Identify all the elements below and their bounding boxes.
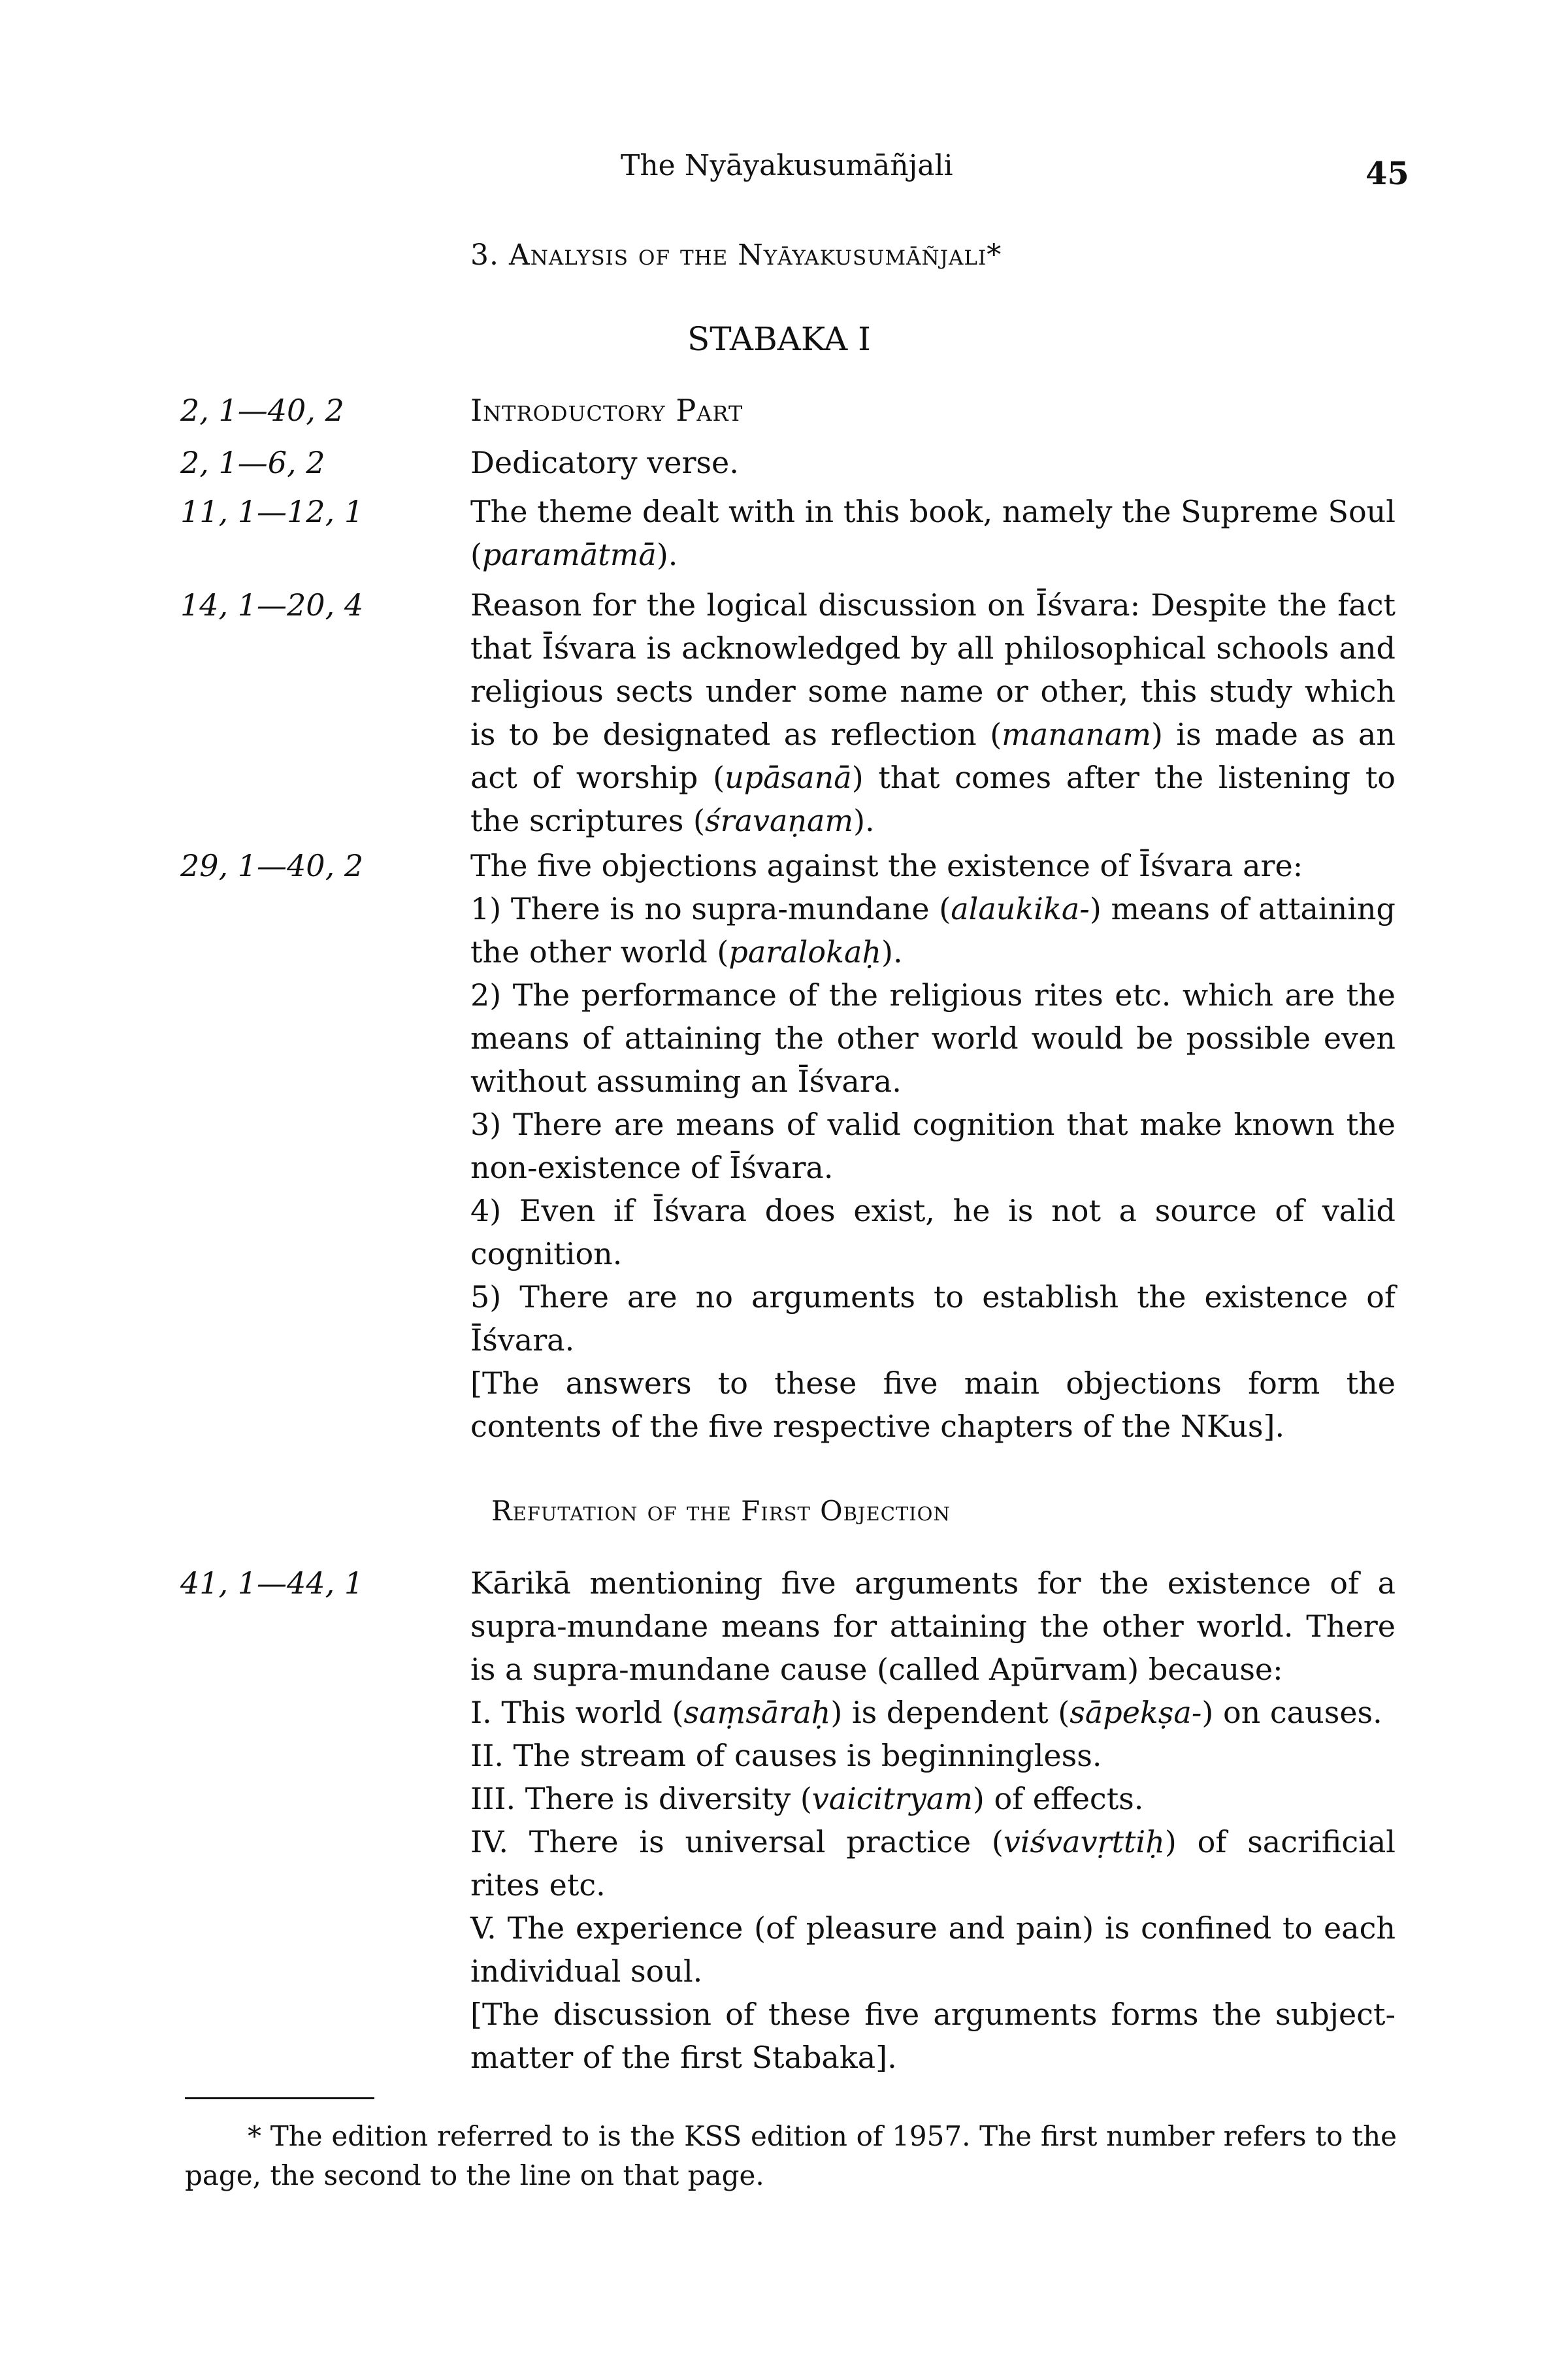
refutation-heading: Refutation of the First Objection (491, 1495, 951, 1527)
text-segment: IV. There is universal practice ( (470, 1824, 1004, 1859)
text-segment: III. There is diversity ( (470, 1781, 812, 1816)
entry-paragraph (470, 1562, 1396, 1691)
footnote-rule (185, 2097, 374, 2099)
sanskrit-term: mananam (1002, 717, 1151, 752)
entry (180, 490, 1396, 576)
entry-text (470, 844, 1396, 1448)
running-title: The Nyāyakusumāñjali (621, 149, 953, 182)
sanskrit-term: upāsanā (725, 760, 852, 795)
entry-paragraph (470, 441, 1396, 484)
entry-paragraph (470, 1275, 1396, 1362)
entry-text (470, 490, 1396, 576)
text-segment: ) of sacrificial rites etc. (470, 1824, 1396, 1903)
text-segment: The theme dealt with in this book, namely the Supreme Soul ( (470, 494, 1396, 572)
sanskrit-term: śravaṇam (704, 803, 854, 838)
entry-paragraph (470, 1820, 1396, 1906)
entry-paragraph (470, 887, 1396, 973)
text-segment: Reason for the logical discussion on Īśvara: Despite the fact that Īśvara is acknowledged by all philosophical schools and religious sects under some name or other, this study which is to be designated as reflection ( (470, 587, 1396, 752)
entry-paragraph (470, 490, 1396, 576)
text-segment: ). (656, 537, 678, 572)
entry (180, 583, 1396, 842)
sanskrit-term: vaicitryam (811, 1781, 973, 1816)
sanskrit-term: saṃsāraḥ (683, 1695, 831, 1730)
entry-text (470, 389, 1396, 432)
text-segment: II. The stream of causes is beginningless. (470, 1738, 1102, 1773)
entry-paragraph (470, 844, 1396, 887)
page-line-reference: 2, 1—40, 2 (180, 393, 344, 428)
entry-paragraph (470, 583, 1396, 842)
sanskrit-term: paramātmā (482, 537, 657, 572)
text-segment: 1) There is no supra-mundane ( (470, 891, 951, 926)
text-segment: The five objections against the existence of Īśvara are: (470, 848, 1303, 883)
entry (180, 1562, 1396, 2079)
text-segment: Kārikā mentioning five arguments for the existence of a supra-mundane means for attaining the other world. There is a supra-mundane cause (called Apūrvam) because: (470, 1565, 1396, 1687)
entry-paragraph (470, 973, 1396, 1103)
text-segment: ) is made as an act of worship ( (470, 717, 1396, 795)
entry-paragraph (470, 1103, 1396, 1189)
entry-paragraph (470, 1362, 1396, 1448)
entry-text (470, 441, 1396, 484)
stabaka-title: STABAKA I (687, 320, 871, 358)
text-segment: V. The experience (of pleasure and pain) is confined to each individual soul. (470, 1910, 1396, 1989)
entry-paragraph (470, 1189, 1396, 1275)
text-segment: ) of effects. (972, 1781, 1144, 1816)
page-line-reference: 41, 1—44, 1 (180, 1565, 364, 1601)
sanskrit-term: sāpekṣa- (1070, 1695, 1202, 1730)
text-segment: 4) Even if Īśvara does exist, he is not a source of valid cognition. (470, 1193, 1396, 1271)
entry-paragraph (470, 1691, 1396, 1734)
text-segment: ) is dependent ( (830, 1695, 1070, 1730)
text-segment: ) means of attaining the other world ( (470, 891, 1396, 970)
text-segment: I. This world ( (470, 1695, 684, 1730)
entry (180, 844, 1396, 1448)
entry (180, 441, 1396, 484)
text-segment: 2) The performance of the religious rites etc. which are the means of attaining the other world would be possible even without assuming an Īśvara. (470, 977, 1396, 1099)
page-line-reference: 11, 1—12, 1 (180, 494, 364, 529)
section-title: 3. Analysis of the Nyāyakusumāñjali* (470, 238, 1002, 272)
text-segment: [The discussion of these five arguments forms the subject-matter of the first Stabaka]. (470, 1997, 1396, 2075)
entry-text (470, 583, 1396, 842)
page-line-reference: 14, 1—20, 4 (180, 587, 364, 623)
page-line-reference: 2, 1—6, 2 (180, 445, 325, 480)
text-segment: 5) There are no arguments to establish the existence of Īśvara. (470, 1279, 1396, 1358)
sanskrit-term: viśvavṛttiḥ (1003, 1824, 1165, 1859)
entry-paragraph (470, 389, 1396, 432)
entry (180, 389, 1396, 432)
text-segment: [The answers to these five main objections form the contents of the five respective chapters of the NKus]. (470, 1366, 1396, 1444)
page-number: 45 (1365, 155, 1409, 192)
text-segment: ) on causes. (1201, 1695, 1382, 1730)
text-segment: ) that comes after the listening to the scriptures ( (470, 760, 1396, 838)
text-segment: Introductory Part (470, 393, 743, 428)
entry-paragraph (470, 1734, 1396, 1777)
text-segment: 3) There are means of valid cognition that make known the non-existence of Īśvara. (470, 1107, 1396, 1185)
text-segment: Dedicatory verse. (470, 445, 739, 480)
sanskrit-term: alaukika- (951, 891, 1090, 926)
entry-text (470, 1562, 1396, 2079)
footnote: * The edition referred to is the KSS edition of 1957. The first number refers to the page, the second to the line on that page. (185, 2120, 1397, 2191)
text-segment: ). (853, 803, 875, 838)
entry-paragraph (470, 1993, 1396, 2079)
text-segment: ). (881, 934, 903, 970)
sanskrit-term: paralokaḥ (728, 934, 882, 970)
entry-paragraph (470, 1777, 1396, 1820)
entry-paragraph (470, 1906, 1396, 1993)
page-line-reference: 29, 1—40, 2 (180, 848, 364, 883)
